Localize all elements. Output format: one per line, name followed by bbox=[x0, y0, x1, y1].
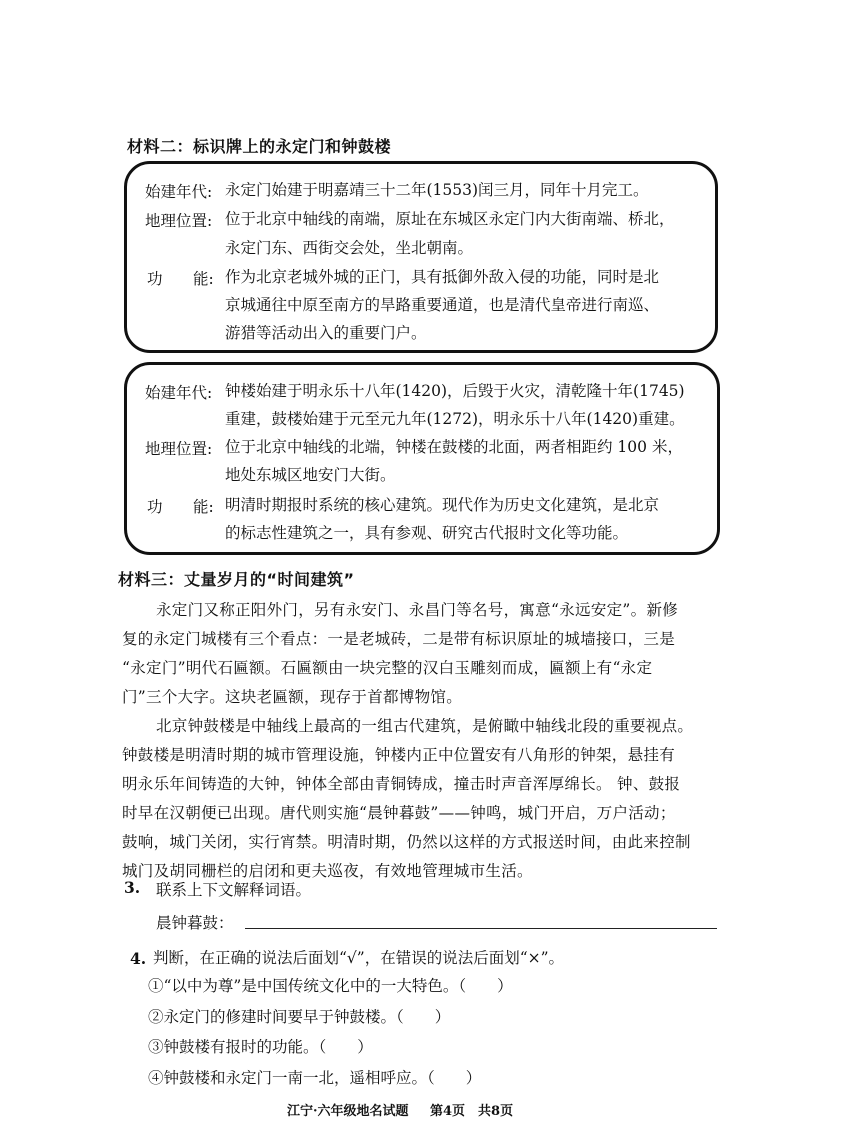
judgment-item[interactable]: ④钟鼓楼和永定门一南一北，遥相呼应。（ ） bbox=[148, 1069, 482, 1087]
question4-number: 4. bbox=[130, 949, 147, 968]
function-text-line2: 京城通往中原至南方的旱路重要通道，也是清代皇帝进行南巡、 bbox=[225, 296, 660, 314]
material3-line: 时早在汉朝便已出现。唐代则实施“晨钟暮鼓”——钟鸣，城门开启，万户活动； bbox=[122, 804, 676, 822]
function-text-line1: 明清时期报时系统的核心建筑。现代作为历史文化建筑，是北京 bbox=[225, 496, 660, 514]
function-text-line1: 作为北京老城外城的正门，具有抵御外敌入侵的功能，同时是北 bbox=[225, 268, 660, 286]
material3-line: 鼓响，城门关闭，实行宵禁。明清时期，仍然以这样的方式报送时间，由此来控制 bbox=[122, 833, 691, 851]
material3-line: 城门及胡同栅栏的启闭和更夫巡夜，有效地管理城市生活。 bbox=[122, 862, 533, 880]
answer-line[interactable] bbox=[245, 928, 717, 929]
build-year-text-line2: 重建，鼓楼始建于元至元九年(1272)，明永乐十八年(1420)重建。 bbox=[225, 410, 685, 428]
question3-text: 联系上下文解释词语。 bbox=[156, 881, 312, 899]
yongdingmen-info-box bbox=[124, 161, 718, 353]
material3-line: 钟鼓楼是明清时期的城市管理设施，钟楼内正中位置安有八角形的钟架，悬挂有 bbox=[122, 746, 676, 764]
material3-title: 材料三：丈量岁月的“时间建筑” bbox=[118, 570, 355, 589]
question3-number: 3. bbox=[124, 878, 141, 897]
judgment-item[interactable]: ②永定门的修建时间要早于钟鼓楼。（ ） bbox=[148, 1008, 451, 1026]
build-year-text: 永定门始建于明嘉靖三十二年(1553)闰三月，同年十月完工。 bbox=[225, 181, 649, 199]
material3-line: 明永乐年间铸造的大钟，钟体全部由青铜铸成，撞击时声音浑厚绵长。 钟、鼓报 bbox=[122, 775, 681, 793]
material3-line: 复的永定门城楼有三个看点：一是老城砖，二是带有标识原址的城墙接口，三是 bbox=[122, 630, 676, 648]
function-label-part1: 功 bbox=[147, 270, 163, 288]
build-year-text-line1: 钟楼始建于明永乐十八年(1420)，后毁于火灾，清乾隆十年(1745) bbox=[225, 382, 685, 400]
location-text-line2: 地处东城区地安门大街。 bbox=[225, 466, 396, 484]
location-text-line1: 位于北京中轴线的南端，原址在东城区永定门内大街南端、桥北， bbox=[225, 210, 675, 228]
judgment-item[interactable]: ③钟鼓楼有报时的功能。（ ） bbox=[148, 1038, 373, 1056]
zhonggulou-info-box bbox=[124, 362, 720, 555]
function-label-part2: 能: bbox=[193, 498, 214, 516]
question4-text: 判断，在正确的说法后面划“√”，在错误的说法后面划“×”。 bbox=[153, 949, 565, 967]
location-text-line1: 位于北京中轴线的北端，钟楼在鼓楼的北面，两者相距约 100 米， bbox=[225, 438, 683, 456]
location-label: 地理位置: bbox=[145, 212, 213, 230]
function-text-line2: 的标志性建筑之一，具有参观、研究古代报时文化等功能。 bbox=[225, 524, 629, 542]
material3-line: 门”三个大字。这块老匾额，现存于首都博物馆。 bbox=[122, 688, 463, 706]
location-label: 地理位置: bbox=[145, 440, 213, 458]
material2-title: 材料二：标识牌上的永定门和钟鼓楼 bbox=[127, 137, 392, 156]
material3-line: 永定门又称正阳外门，另有永安门、永昌门等名号，寓意“永远安定”。新修 bbox=[156, 601, 679, 619]
build-year-label: 始建年代: bbox=[145, 183, 213, 201]
material3-line: “永定门”明代石匾额。石匾额由一块完整的汉白玉雕刻而成，匾额上有“永定 bbox=[122, 659, 653, 677]
location-text-line2: 永定门东、西街交会处，坐北朝南。 bbox=[225, 239, 474, 257]
footer-school: 江宁·六年级地名试题 bbox=[287, 1104, 409, 1119]
material3-line: 北京钟鼓楼是中轴线上最高的一组古代建筑，是俯瞰中轴线北段的重要视点。 bbox=[156, 717, 694, 735]
build-year-label: 始建年代: bbox=[145, 384, 213, 402]
function-label-part1: 功 bbox=[147, 498, 163, 516]
function-label-part2: 能: bbox=[193, 270, 214, 288]
question3-term-label: 晨钟暮鼓： bbox=[156, 914, 234, 932]
page-number: 第4页 共8页 bbox=[430, 1104, 514, 1119]
function-text-line3: 游猎等活动出入的重要门户。 bbox=[225, 324, 427, 342]
judgment-item[interactable]: ①“以中为尊”是中国传统文化中的一大特色。（ ） bbox=[148, 977, 513, 995]
